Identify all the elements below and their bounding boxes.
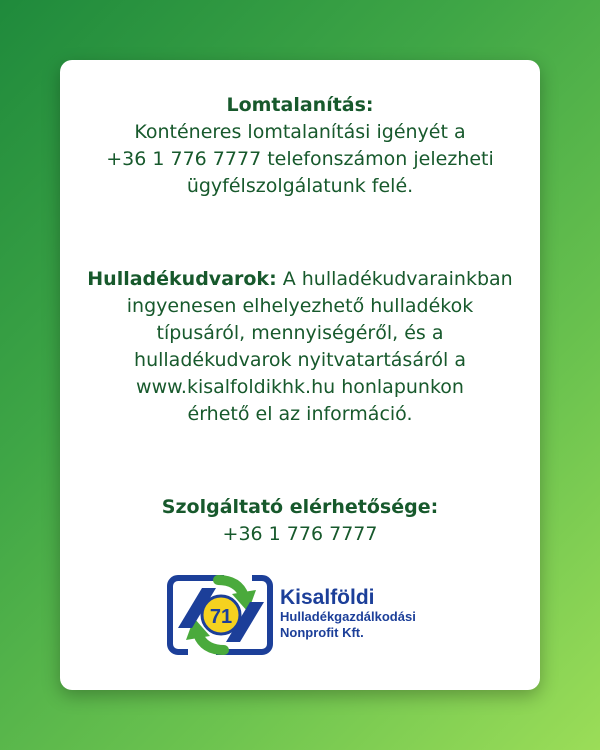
waste-yards-section	[84, 266, 516, 428]
waste-yards-line-6: érhető el az információ.	[187, 403, 413, 425]
provider-contact-section	[84, 494, 516, 548]
logo-line-2: Nonprofit Kft.	[280, 625, 364, 640]
logo-text	[280, 586, 416, 641]
bulky-waste-line-1: Konténeres lomtalanítási igényét a	[134, 121, 466, 143]
waste-yards-line-1	[84, 266, 516, 293]
provider-phone: +36 1 776 7777	[222, 523, 378, 545]
logo-badge-number: 71	[209, 606, 233, 628]
waste-yards-heading: Hulladékudvarok:	[87, 268, 277, 290]
provider-contact-heading: Szolgáltató elérhetősége:	[161, 496, 439, 518]
waste-yards-line-4: hulladékudvarok nyitvatartásáról a	[134, 349, 466, 371]
company-logo	[162, 568, 438, 662]
logo-line-1: Hulladékgazdálkodási	[280, 609, 416, 624]
info-card	[60, 60, 540, 690]
waste-yards-line-2: ingyenesen elhelyezhető hulladékok	[126, 295, 474, 317]
bulky-waste-section	[84, 92, 516, 200]
logo-company-name: Kisalföldi	[280, 586, 375, 609]
waste-yards-line-3: típusáról, mennyiségéről, és a	[156, 322, 444, 344]
waste-yards-line-1-rest: A hulladékudvarainkban	[276, 268, 513, 290]
waste-yards-website-line: www.kisalfoldikhk.hu honlapunkon	[136, 376, 464, 398]
bulky-waste-line-2: +36 1 776 7777 telefonszámon jelezheti	[106, 148, 494, 170]
bulky-waste-line-3: ügyfélszolgálatunk felé.	[186, 175, 414, 197]
recycle-arrows-icon	[162, 568, 280, 662]
bulky-waste-heading: Lomtalanítás:	[226, 94, 374, 116]
